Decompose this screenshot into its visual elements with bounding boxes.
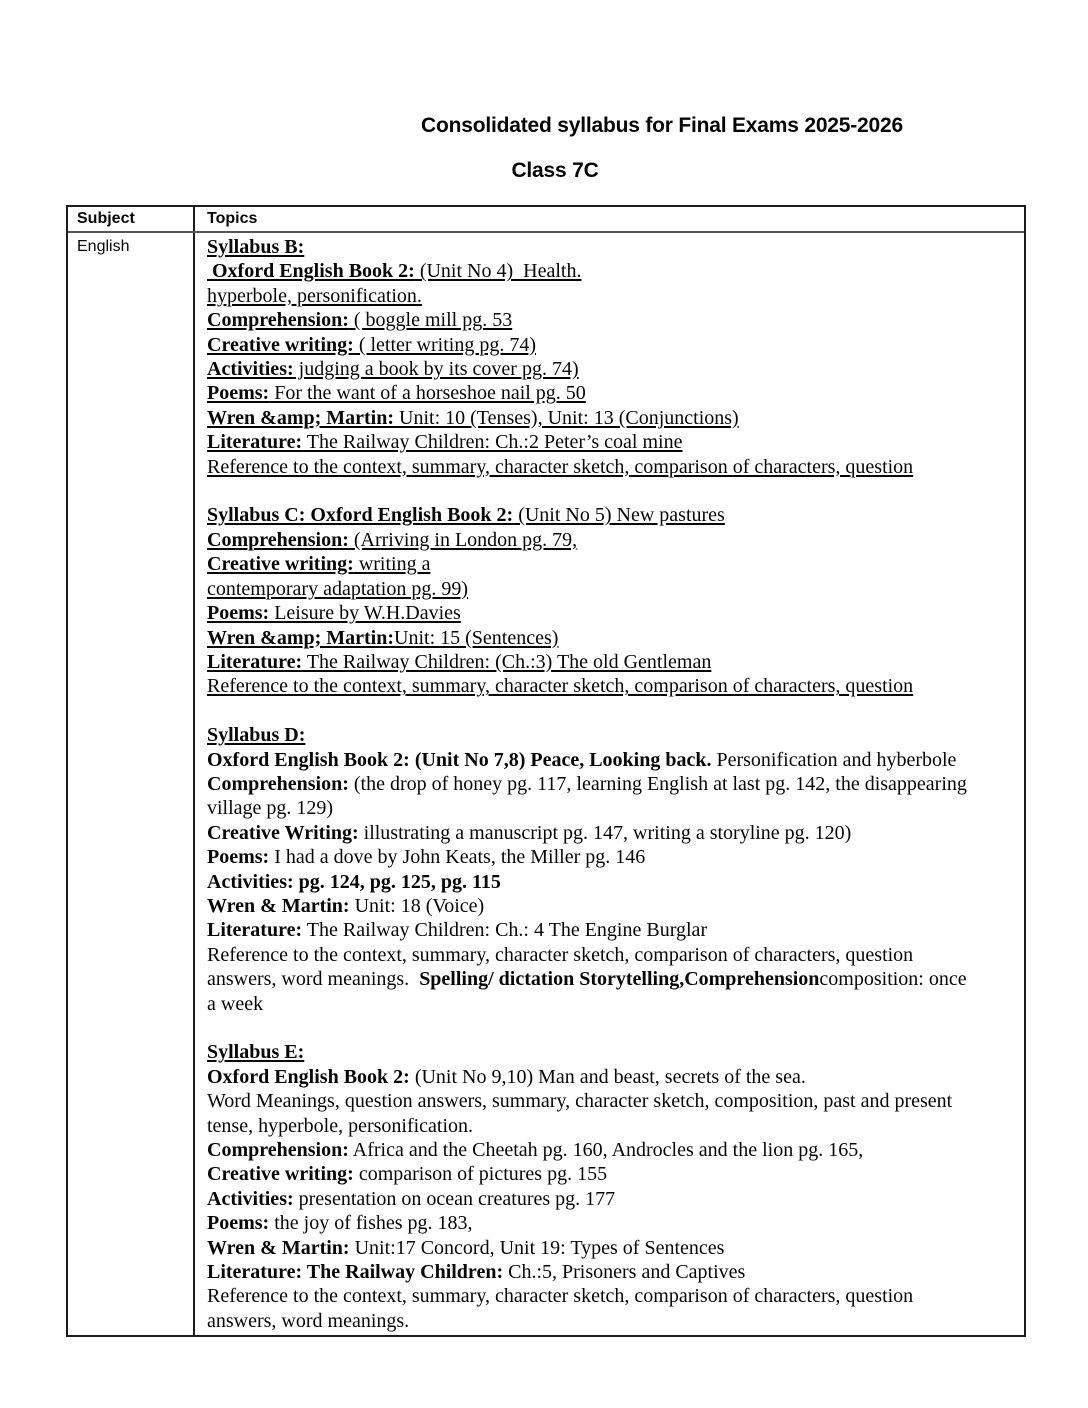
topics-line: Syllabus C: Oxford English Book 2: (Unit No 5) New pastures — [207, 504, 725, 527]
column-header-topics: Topics — [207, 210, 258, 227]
table-header-row — [68, 207, 1024, 233]
topics-line: tense, hyperbole, personification. — [207, 1114, 474, 1137]
topics-line: Oxford English Book 2: (Unit No 7,8) Peace, Looking back. Personification and hyberbole — [207, 748, 957, 771]
topics-line: Reference to the context, summary, character sketch, comparison of characters, question — [207, 943, 914, 966]
topics-cell — [195, 233, 1024, 1335]
topics-line — [207, 479, 1018, 503]
topics-line: contemporary adaptation pg. 99) — [207, 577, 469, 600]
topics-line: Word Meanings, question answers, summary, character sketch, composition, past and present — [207, 1090, 953, 1113]
topics-line — [207, 1016, 1018, 1040]
topics-line: Poems: Leisure by W.H.Davies — [207, 602, 461, 625]
topics-line: answers, word meanings. — [207, 1309, 410, 1332]
topics-line: Activities: judging a book by its cover pg. 74) — [207, 358, 579, 381]
subject-cell: English — [68, 233, 195, 1335]
topics-line: Creative writing: ( letter writing pg. 74) — [207, 333, 536, 356]
topics-line: Reference to the context, summary, character sketch, comparison of characters, question — [207, 1285, 914, 1308]
topics-line: Reference to the context, summary, character sketch, comparison of characters, question — [207, 455, 914, 478]
topics-line: hyperbole, personification. — [207, 284, 422, 307]
topics-line: answers, word meanings. Spelling/ dictation Storytelling,Comprehensioncomposition: once — [207, 968, 967, 991]
topics-line: Activities: presentation on ocean creatures pg. 177 — [207, 1187, 616, 1210]
topics-line: Poems: I had a dove by John Keats, the Miller pg. 146 — [207, 846, 646, 869]
topics-line: Wren &amp; Martin:Unit: 15 (Sentences) — [207, 626, 559, 649]
table-row — [68, 233, 1024, 1335]
class-heading: Class 7C — [511, 159, 599, 182]
topics-line: Literature: The Railway Children: (Ch.:3) The old Gentleman — [207, 650, 712, 673]
topics-line: Comprehension: (the drop of honey pg. 117, learning English at last pg. 142, the disappearing — [207, 772, 967, 795]
topics-line: Poems: For the want of a horseshoe nail pg. 50 — [207, 382, 586, 405]
topics-line: Creative writing: comparison of pictures pg. 155 — [207, 1163, 608, 1186]
topics-line: Wren &amp; Martin: Unit: 10 (Tenses), Unit: 13 (Conjunctions) — [207, 406, 739, 429]
topics-line: Wren & Martin: Unit:17 Concord, Unit 19: Types of Sentences — [207, 1236, 725, 1259]
topics-line: a week — [207, 992, 264, 1015]
topics-line — [207, 699, 1018, 723]
document-title: Consolidated syllabus for Final Exams 2025-2026 — [421, 114, 903, 137]
topics-line: Comprehension: ( boggle mill pg. 53 — [207, 309, 513, 332]
topics-line: Wren & Martin: Unit: 18 (Voice) — [207, 894, 485, 917]
topics-line: Poems: the joy of fishes pg. 183, — [207, 1212, 473, 1235]
topics-line: Comprehension: (Arriving in London pg. 79, — [207, 528, 578, 551]
topics-line: village pg. 129) — [207, 797, 334, 820]
topics-line: Reference to the context, summary, character sketch, comparison of characters, question — [207, 675, 914, 698]
topics-line: Literature: The Railway Children: Ch.:5, Prisoners and Captives — [207, 1261, 746, 1284]
topics-line: Syllabus B: — [207, 236, 305, 258]
topics-line: Literature: The Railway Children: Ch.:2 Peter’s coal mine — [207, 431, 683, 454]
topics-line: Comprehension: Africa and the Cheetah pg. 160, Androcles and the lion pg. 165, — [207, 1139, 864, 1162]
column-header-subject: Subject — [68, 207, 195, 231]
topics-line: Oxford English Book 2: (Unit No 9,10) Man and beast, secrets of the sea. — [207, 1065, 806, 1088]
topics-line: Syllabus D: — [207, 724, 306, 747]
topics-line: Creative writing: writing a — [207, 553, 431, 576]
topics-line: Syllabus E: — [207, 1041, 305, 1064]
topics-line: Oxford English Book 2: (Unit No 4) Health. — [207, 260, 582, 283]
topics-line: Literature: The Railway Children: Ch.: 4 The Engine Burglar — [207, 919, 708, 942]
syllabus-table — [66, 205, 1026, 1337]
topics-line: Creative Writing: illustrating a manuscript pg. 147, writing a storyline pg. 120) — [207, 821, 852, 844]
topics-line: Activities: pg. 124, pg. 125, pg. 115 — [207, 870, 501, 893]
